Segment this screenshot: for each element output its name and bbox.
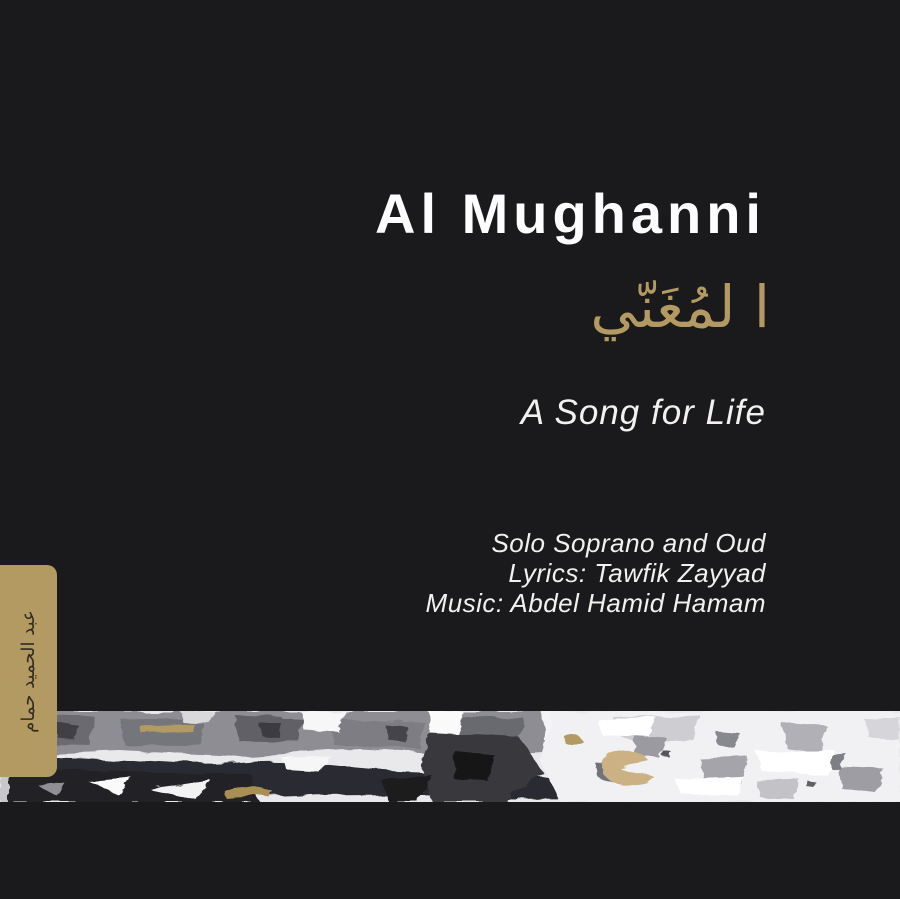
credits-block [426, 528, 766, 618]
credit-instrumentation: Solo Soprano and Oud [491, 528, 766, 558]
artwork-strip [0, 711, 900, 802]
composer-name-arabic: عبد الحميد حمام [18, 609, 39, 733]
album-title-arabic: ا لمُغَنّي [590, 273, 770, 341]
composer-spine-tab [0, 565, 57, 777]
credit-lyrics: Lyrics: Tawfik Zayyad [508, 558, 766, 588]
credit-music: Music: Abdel Hamid Hamam [425, 588, 766, 618]
abstract-collage-artwork-icon [0, 711, 900, 802]
album-subtitle: A Song for Life [520, 393, 766, 432]
album-title: Al Mughanni [375, 182, 766, 245]
